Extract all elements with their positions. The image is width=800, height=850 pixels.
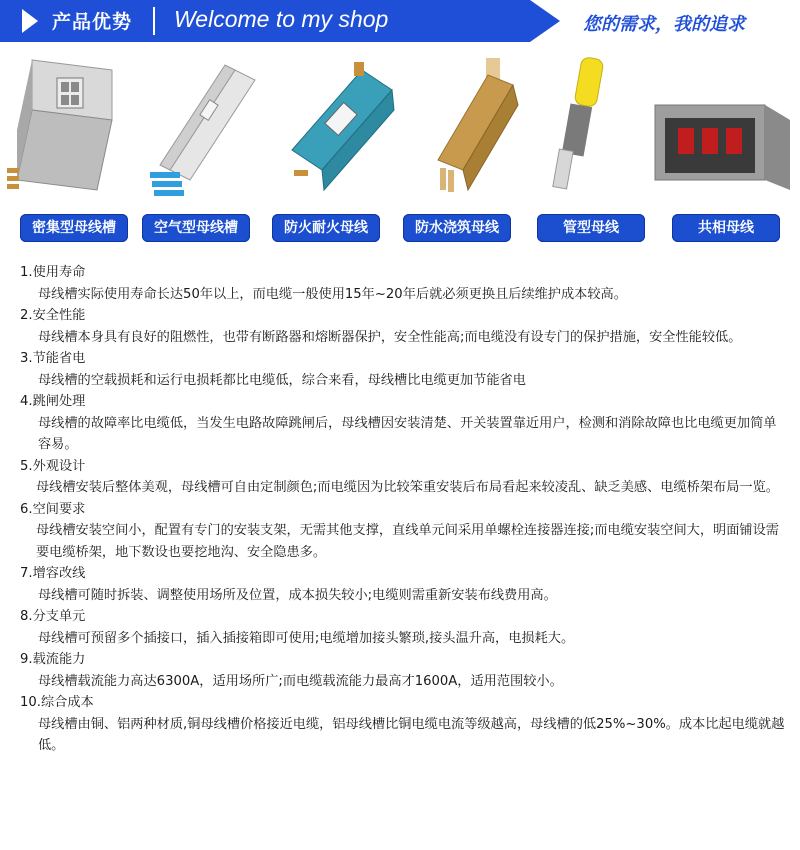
product-category-nav	[0, 214, 800, 242]
category-button-air-busway[interactable]: 空气型母线槽	[142, 214, 250, 242]
advantage-body: 母线槽载流能力高达6300A，适用场所广;而电缆载流能力最高才1600A，适用范围较小。	[38, 673, 563, 689]
common-phase-busbar-image[interactable]	[650, 50, 795, 200]
advantage-body: 母线槽安装后整体美观，母线槽可自由定制颜色;而电缆因为比较笨重安装后布局看起来较凌乱、缺乏美感、电缆桥架布局一览。	[36, 480, 779, 495]
product-image-row	[0, 50, 800, 210]
advantage-body: 母线槽实际使用寿命长达50年以上，而电缆一般使用15年~20年后就必须更换且后续维护成本较高。	[38, 286, 627, 302]
air-busway-image[interactable]	[140, 50, 260, 200]
advantages-list	[18, 262, 788, 757]
advantage-body: 母线槽由铜、铝两种材质,铜母线槽价格接近电缆，铝母线槽比铜电缆电流等级越高，母线槽的低25%~30%。成本比起电缆就越低。	[38, 716, 785, 753]
advantage-heading: 6.空间要求	[20, 501, 86, 517]
welcome-text: Welcome to my shop	[174, 6, 389, 32]
advantage-body: 母线槽的故障率比电缆低，当发生电路故障跳闸后，母线槽因安装清楚、开关装置靠近用户，检测和消除故障也比电缆更加简单容易。	[38, 415, 777, 452]
fireproof-busbar-image[interactable]	[282, 50, 402, 200]
category-button-waterproof-cast-busbar[interactable]: 防水浇筑母线	[403, 214, 511, 242]
slogan-text: 您的需求，我的追求	[583, 14, 745, 35]
advantage-heading: 3.节能省电	[20, 351, 86, 366]
category-button-dense-busway[interactable]: 密集型母线槽	[20, 214, 128, 242]
advantage-heading: 10.综合成本	[20, 695, 94, 710]
advantage-heading: 2.安全性能	[20, 308, 86, 323]
tubular-busbar-image[interactable]	[528, 50, 648, 200]
banner-title: 产品优势	[52, 11, 133, 33]
header-banner	[0, 0, 800, 42]
advantage-body: 母线槽可随时拆装、调整使用场所及位置，成本损失较小;电缆则需重新安装布线费用高。	[38, 587, 557, 603]
advantage-body: 母线槽本身具有良好的阻燃性，也带有断路器和熔断器保护，安全性能高;而电缆没有设专门的保护措施，安全性能较低。	[38, 329, 742, 345]
advantage-heading: 1.使用寿命	[20, 265, 86, 280]
advantage-body: 母线槽的空载损耗和运行电损耗都比电缆低，综合来看，母线槽比电缆更加节能省电	[38, 372, 526, 388]
advantage-body: 母线槽安装空间小，配置有专门的安装支架，无需其他支撑，直线单元间采用单螺栓连接器连接;而电缆安装空间大，明面铺设需要电缆桥架，地下数设也要挖地沟、安全隐患多。	[36, 523, 779, 560]
advantage-heading: 9.载流能力	[20, 652, 86, 667]
play-arrow-icon	[22, 9, 38, 33]
category-button-fireproof-busbar[interactable]: 防火耐火母线	[272, 214, 380, 242]
advantage-body: 母线槽可预留多个插接口，插入插接箱即可使用;电缆增加接头繁琐,接头温升高，电损耗大。	[38, 630, 575, 646]
dense-busway-image[interactable]	[2, 50, 122, 200]
advantage-heading: 7.增容改线	[20, 566, 86, 581]
waterproof-cast-busbar-image[interactable]	[418, 50, 538, 200]
category-button-tubular-busbar[interactable]: 管型母线	[537, 214, 645, 242]
advantage-heading: 4.跳闸处理	[20, 394, 86, 409]
advantage-heading: 5.外观设计	[20, 458, 86, 474]
advantage-heading: 8.分支单元	[20, 609, 86, 624]
category-button-common-phase-busbar[interactable]: 共相母线	[672, 214, 780, 242]
banner-divider	[153, 7, 155, 35]
